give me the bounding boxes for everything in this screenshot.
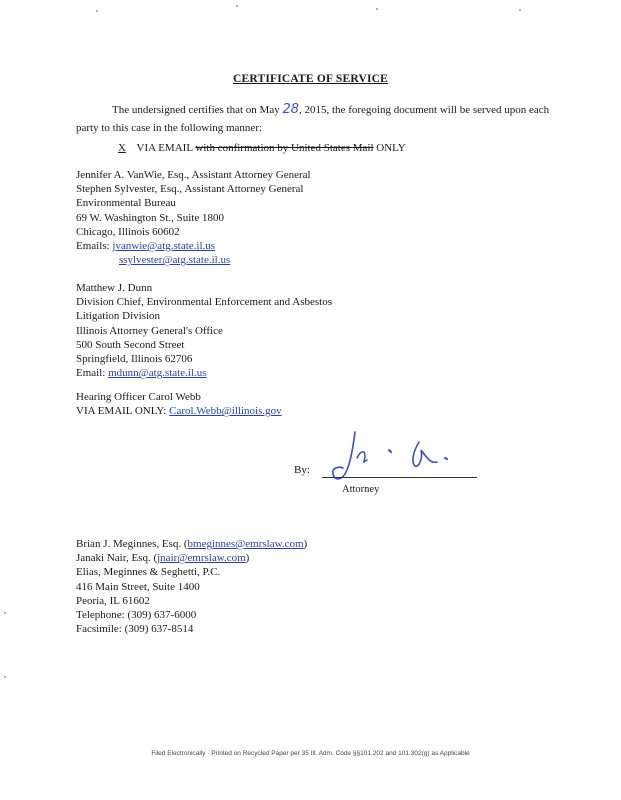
recipient-line: Matthew J. Dunn <box>76 282 153 294</box>
intro-paragraph <box>76 101 556 137</box>
paren-close: ) <box>303 538 308 550</box>
recipient-line: 500 South Second Street <box>76 338 185 351</box>
recipient-line: 69 W. Washington St., Suite 1800 <box>76 211 225 224</box>
recipient-line: Stephen Sylvester, Esq., Assistant Attorney General <box>76 183 304 196</box>
email-link-vanwie[interactable]: jvanwie@atg.state.il.us <box>112 240 216 253</box>
intro-text-end: , 2015, the foregoing document will be served upon each party to this case in the following manner: <box>76 104 550 134</box>
recipient-block-dunn <box>76 281 332 380</box>
sender-line: 416 Main Street, Suite 1400 <box>76 580 200 593</box>
sender-line: Peoria, IL 61602 <box>76 594 150 607</box>
recipient-line: Chicago, Illinois 60602 <box>76 225 180 238</box>
handwritten-date: 28 <box>282 102 299 117</box>
recipient-line: Illinois Attorney General's Office <box>76 324 223 337</box>
service-via: VIA EMAIL <box>136 142 193 154</box>
recipient-line: Environmental Bureau <box>76 197 176 210</box>
service-only: ONLY <box>376 142 406 154</box>
scan-speck <box>376 8 378 10</box>
email-link-webb[interactable]: Carol.Webb@illinois.gov <box>169 405 282 418</box>
email-link-nair[interactable]: jnair@emrslaw.com <box>157 552 246 565</box>
email-link-meginnes[interactable]: bmeginnes@emrslaw.com <box>187 538 304 550</box>
sender-block <box>76 537 307 636</box>
page-title: CERTIFICATE OF SERVICE <box>232 73 389 85</box>
service-struck-text: with confirmation by United States Mail <box>195 142 374 154</box>
email-label: Email: <box>76 367 106 380</box>
by-label: By: <box>294 464 310 476</box>
scan-speck <box>4 612 6 614</box>
recipient-line: Springfield, Illinois 62706 <box>76 353 193 366</box>
recipient-line: Hearing Officer Carol Webb <box>76 391 201 403</box>
recipient-line: Jennifer A. VanWie, Esq., Assistant Attorney General <box>76 169 311 181</box>
scan-speck <box>96 10 98 12</box>
email-link-sylvester[interactable]: ssylvester@atg.state.il.us <box>119 254 231 267</box>
recipient-line: Litigation Division <box>76 310 161 323</box>
recipient-block-attorney-general <box>76 168 311 267</box>
sender-line: Elias, Meginnes & Seghetti, P.C. <box>76 566 221 579</box>
sender-name: Brian J. Meginnes, Esq. ( <box>76 538 188 550</box>
scan-speck <box>519 9 521 11</box>
intro-text-start: The undersigned certifies that on May <box>112 104 283 116</box>
scan-speck <box>236 5 238 7</box>
scan-speck <box>4 676 6 678</box>
emails-label: Emails: <box>76 240 110 253</box>
signature-block <box>292 428 492 508</box>
sender-line: Telephone: (309) 637-6000 <box>76 609 197 622</box>
signature-line <box>322 477 477 478</box>
service-method <box>110 142 406 154</box>
email-link-dunn[interactable]: mdunn@atg.state.il.us <box>108 367 207 380</box>
sender-name: Janaki Nair, Esq. ( <box>76 552 158 565</box>
service-checkmark: X <box>118 142 126 154</box>
page-footer: Filed Electronically · Printed on Recycled Paper per 35 Ill. Adm. Code §§101.202 and 101.302(g) as Applicable <box>151 750 470 757</box>
email-label: VIA EMAIL ONLY: <box>76 405 167 418</box>
paren-close: ) <box>245 552 250 565</box>
recipient-block-hearing-officer <box>76 390 282 418</box>
signature-role: Attorney <box>342 484 380 495</box>
sender-line: Facsimile: (309) 637-8514 <box>76 623 194 636</box>
recipient-line: Division Chief, Environmental Enforcement and Asbestos <box>76 296 333 309</box>
